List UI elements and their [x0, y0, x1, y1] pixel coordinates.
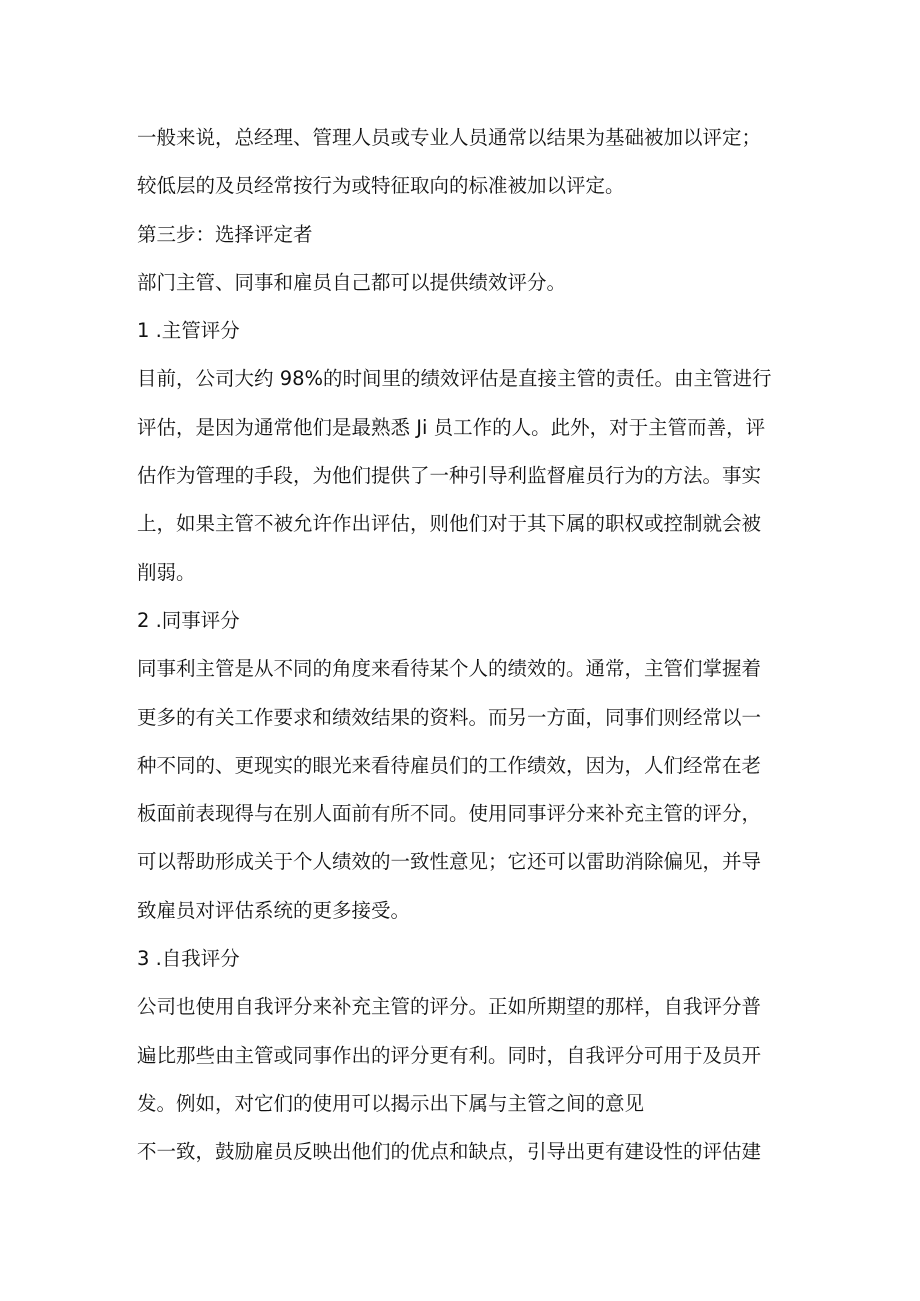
- paragraph-line: 不一致，鼓励雇员反映出他们的优点和缺点，引导出更有建设性的评估建: [137, 1140, 762, 1164]
- paragraph-line: 一般来说，总经理、管理人员或专业人员通常以结果为基础被加以评定；: [137, 126, 762, 149]
- paragraph-line: 削弱。: [137, 560, 196, 584]
- paragraph-line: 公司也使用自我评分来补充主管的评分。正如所期望的那样，自我评分普: [137, 995, 762, 1019]
- subheading-self-rating: 3 .自我评分: [137, 947, 240, 971]
- paragraph-line: 较低层的及员经常按行为或特征取向的标准被加以评定。: [137, 174, 625, 198]
- paragraph-line: 致雇员对评估系统的更多接受。: [137, 898, 411, 922]
- paragraph-line: 遍比那些由主管或同事作出的评分更有利。同时，自我评分可用于及员开: [137, 1043, 762, 1067]
- paragraph-line: 板面前表现得与在别人面前有所不同。使用同事评分来补充主管的评分，: [137, 802, 762, 826]
- paragraph-line: 同事利主管是从不同的角度来看待某个人的绩效的。通常，主管们掌握着: [137, 657, 762, 681]
- subheading-supervisor-rating: 1 .主管评分: [137, 319, 240, 343]
- paragraph-line: 目前，公司大约 98%的时间里的绩效评估是直接主管的责任。由主管进行: [137, 367, 772, 391]
- subheading-peer-rating: 2 .同事评分: [137, 608, 240, 632]
- paragraph-line: 评估，是因为通常他们是最熟悉 Ji 员工作的人。此外，对于主管而善，评: [137, 415, 766, 439]
- paragraph-line: 发。例如，对它们的使用可以揭示出下属与主管之间的意见: [137, 1091, 645, 1115]
- paragraph-line: 部门主管、同事和雇员自己都可以提供绩效评分。: [137, 270, 567, 294]
- document-body: [137, 114, 793, 1177]
- paragraph-line: 更多的有关工作要求和绩效结果的资料。而另一方面，同事们则经常以一: [137, 705, 762, 729]
- paragraph-line: 种不同的、更现实的眼光来看待雇员们的工作绩效，因为，人们经常在老: [137, 753, 762, 777]
- paragraph-line: 可以帮助形成关于个人绩效的一致性意见；它还可以雷助消除偏见，并导: [137, 850, 762, 874]
- paragraph-line: 估作为管理的手段，为他们提供了一种引导利监督雇员行为的方法。事实: [137, 464, 762, 488]
- paragraph-line: 上，如果主管不被允许作出评估，则他们对于其下属的职权或控制就会被: [137, 512, 762, 536]
- section-heading-step3: 第三步：选择评定者: [137, 222, 313, 246]
